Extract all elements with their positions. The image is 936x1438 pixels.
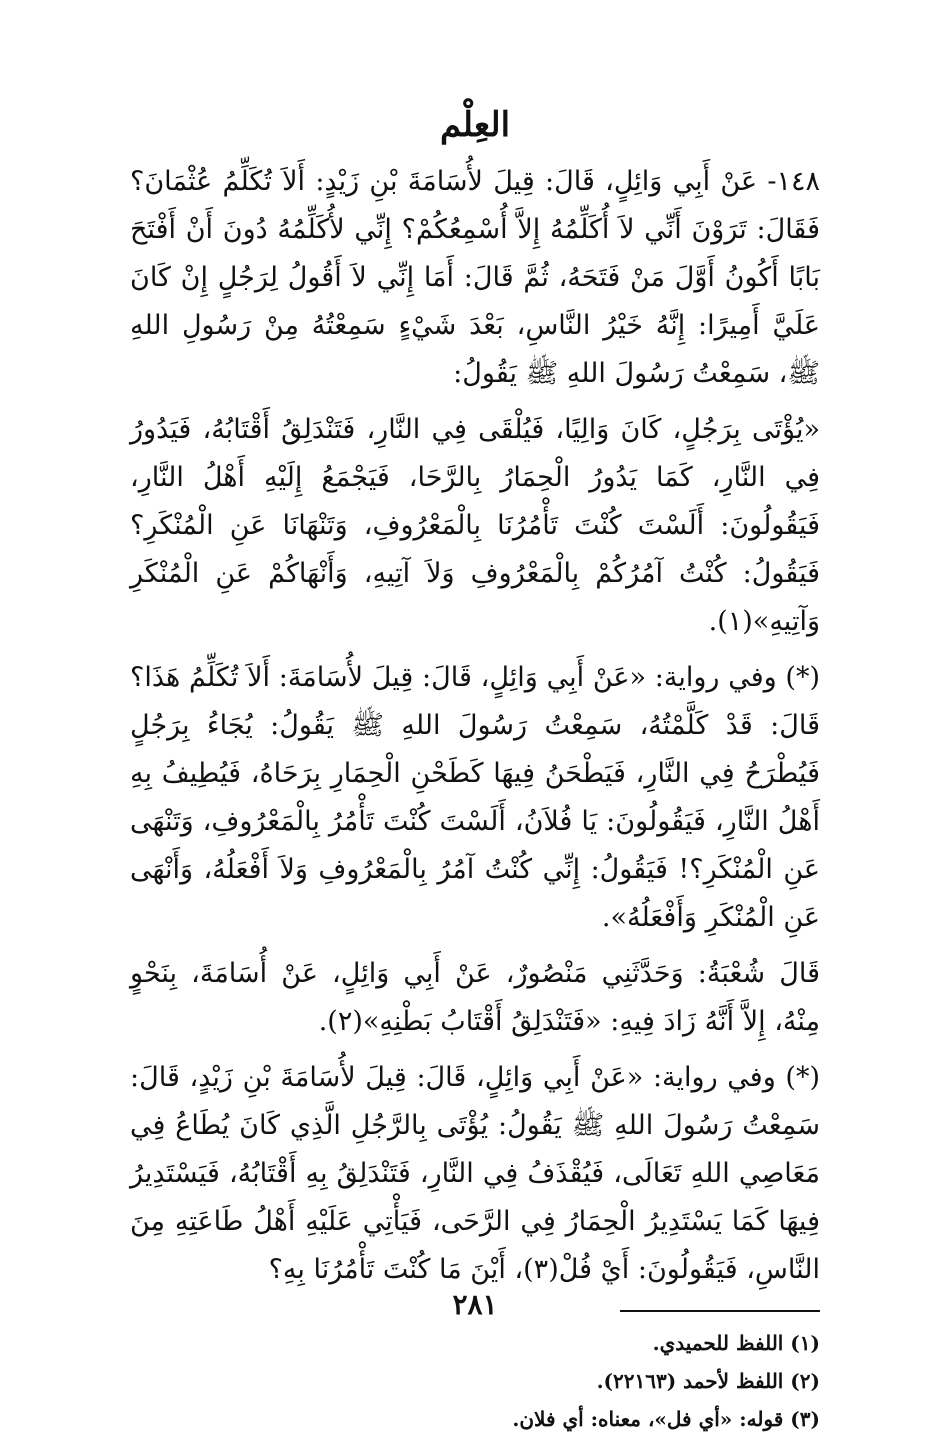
narration-variant-2-paragraph: (*) وفي رواية: «عَنْ أَبِي وَائِلٍ، قَالَ: قِيلَ لأُسَامَةَ بْنِ زَيْدٍ، قَالَ: سَمِعْتُ رَسُولَ اللهِ ﷺ يَقُولُ: يُؤْتَى بِالرَّجُلِ الَّذِي كَانَ يُطَاعُ فِي مَعَاصِي اللهِ تَعَالَى، فَيُقْذَفُ فِي النَّارِ، فَتَنْدَلِقُ بِهِ أَقْتَابُهُ، فَيَسْتَدِيرُ فِيهَا كَمَا يَسْتَدِيرُ الْحِمَارُ فِي الرَّحَى، فَيَأْتِي عَلَيْهِ أَهْلُ طَاعَتِهِ مِنَ النَّاسِ، فَيَقُولُونَ: أَيْ فُلْ(٣)، أَيْنَ مَا كُنْتَ تَأْمُرُنَا بِهِ؟ bbox=[130, 1062, 820, 1285]
hadith-quote-paragraph: «يُؤْتَى بِرَجُلٍ، كَانَ وَالِيًا، فَيُلْقَى فِي النَّارِ، فَتَنْدَلِقُ أَقْتَابُهُ، فَيَدُورُ فِي النَّارِ، كَمَا يَدُورُ الْحِمَارُ بِالرَّحَا، فَيَجْمَعُ إِلَيْهِ أَهْلُ النَّارِ، فَيَقُولُونَ: أَلَسْتَ كُنْتَ تَأْمُرُنَا بِالْمَعْرُوفِ، وَتَنْهَانَا عَنِ الْمُنْكَرِ؟ فَيَقُولُ: كُنْتُ آمُرُكُمْ بِالْمَعْرُوفِ وَلاَ آتِيهِ، وَأَنْهَاكُمْ عَنِ الْمُنْكَرِ وَآتِيهِ»(١). bbox=[130, 414, 820, 637]
narration-variant-1-paragraph: (*) وفي رواية: «عَنْ أَبِي وَائِلٍ، قَالَ: قِيلَ لأُسَامَةَ: أَلاَ تُكَلِّمُ هَذَا؟ قَالَ: قَدْ كَلَّمْتُهُ، سَمِعْتُ رَسُولَ اللهِ ﷺ يَقُولُ: يُجَاءُ بِرَجُلٍ فَيُطْرَحُ فِي النَّارِ، فَيَطْحَنُ فِيهَا كَطَحْنِ الْحِمَارِ بِرَحَاهُ، فَيُطِيفُ بِهِ أَهْلُ النَّارِ، فَيَقُولُونَ: يَا فُلاَنُ، أَلَسْتَ كُنْتَ تَأْمُرُ بِالْمَعْرُوفِ، وَتَنْهَى عَنِ الْمُنْكَرِ؟! فَيَقُولُ: إِنِّي كُنْتُ آمُرُ بِالْمَعْرُوفِ وَلاَ أَفْعَلُهُ، وَأَنْهَى عَنِ الْمُنْكَرِ وَأَفْعَلُهُ». bbox=[130, 662, 820, 933]
hadith-148-paragraph: ١٤٨- عَنْ أَبِي وَائِلٍ، قَالَ: قِيلَ لأُسَامَةَ بْنِ زَيْدٍ: أَلاَ تُكَلِّمُ عُثْمَانَ؟ فَقَالَ: تَرَوْنَ أَنِّي لاَ أُكَلِّمُهُ إِلاَّ أُسْمِعُكُمْ؟ إِنِّي لأُكَلِّمُهُ دُونَ أَنْ أَفْتَحَ بَابًا أَكُونُ أَوَّلَ مَنْ فَتَحَهُ، ثُمَّ قَالَ: أَمَا إِنِّي لاَ أَقُولُ لِرَجُلٍ إِنْ كَانَ عَلَيَّ أَمِيرًا: إِنَّهُ خَيْرُ النَّاسِ، بَعْدَ شَيْءٍ سَمِعْتُهُ مِنْ رَسُولِ اللهِ ﷺ، سَمِعْتُ رَسُولَ اللهِ ﷺ يَقُولُ: bbox=[130, 166, 820, 389]
footnote-3: (٣) قوله: «أي فل»، معناه: أي فلان. bbox=[512, 1407, 820, 1431]
page-number: ٢٨١ bbox=[452, 1288, 498, 1321]
shuba-addition-paragraph: قَالَ شُعْبَةُ: وَحَدَّثَنِي مَنْصُورٌ، عَنْ أَبِي وَائِلٍ، عَنْ أُسَامَةَ، بِنَحْوٍ مِنْهُ، إِلاَّ أَنَّهُ زَادَ فِيهِ: «فَتَنْدَلِقُ أَقْتَابُ بَطْنِهِ»(٢). bbox=[130, 958, 820, 1037]
footnote-2: (٢) اللفظ لأحمد (٢٢١٦٣). bbox=[596, 1369, 820, 1393]
footnote-1: (١) اللفظ للحميدي. bbox=[652, 1331, 820, 1355]
book-page bbox=[130, 100, 820, 1431]
footnotes bbox=[130, 1324, 820, 1438]
page-title: العِلْم bbox=[439, 105, 511, 145]
